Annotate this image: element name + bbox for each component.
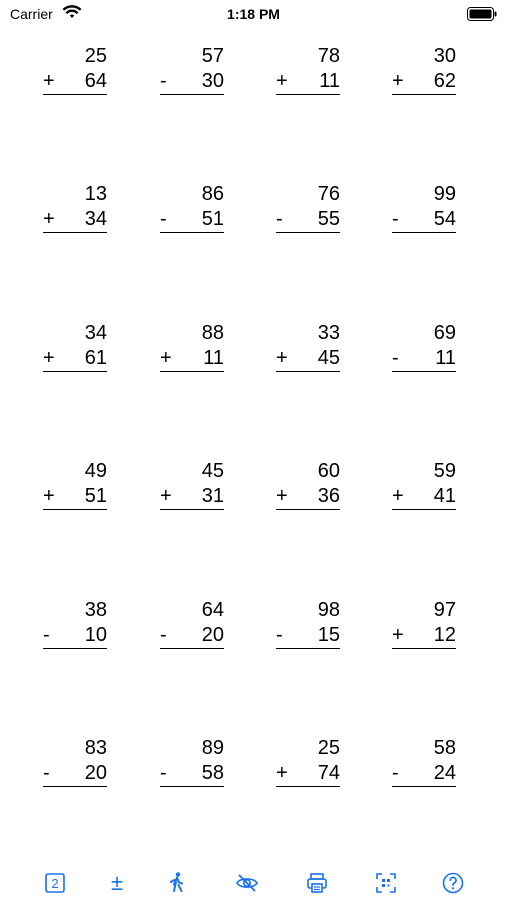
problem-bottom-number: 15 <box>317 624 340 646</box>
problem-operator: + <box>160 347 172 369</box>
problem-bottom-row <box>276 484 340 510</box>
problem-bottom-number: 20 <box>201 624 224 646</box>
math-problem <box>160 736 224 787</box>
status-time: 1:18 PM <box>227 6 280 22</box>
math-problem <box>43 736 107 787</box>
problem-bottom-row <box>43 207 107 233</box>
problem-bottom-number: 34 <box>84 208 107 230</box>
eye-slash-icon <box>235 871 259 895</box>
problem-operator: + <box>276 485 288 507</box>
problem-top-number: 76 <box>317 183 340 205</box>
math-problem <box>392 598 456 649</box>
problem-bottom-row <box>392 623 456 649</box>
problem-bottom-row <box>392 484 456 510</box>
math-problem <box>392 44 456 95</box>
problem-bottom-row <box>160 346 224 372</box>
problem-bottom-row <box>276 207 340 233</box>
problem-bottom-row <box>43 346 107 372</box>
problem-operator: + <box>43 70 55 92</box>
problem-operator: + <box>276 70 288 92</box>
problem-bottom-number: 11 <box>319 70 340 92</box>
problem-top-number: 69 <box>433 322 456 344</box>
scan-button[interactable] <box>371 868 401 898</box>
bottom-toolbar <box>0 868 507 904</box>
problem-bottom-number: 64 <box>84 70 107 92</box>
problem-bottom-number: 31 <box>201 485 224 507</box>
problem-operator: + <box>392 485 404 507</box>
problem-bottom-row <box>43 69 107 95</box>
math-problem <box>392 459 456 510</box>
problem-operator: + <box>43 347 55 369</box>
problem-bottom-number: 10 <box>84 624 107 646</box>
problem-bottom-number: 51 <box>201 208 224 230</box>
problem-bottom-row <box>392 346 456 372</box>
problem-bottom-row <box>276 623 340 649</box>
digits-button[interactable] <box>40 868 70 898</box>
math-problem <box>160 182 224 233</box>
problem-bottom-number: 30 <box>201 70 224 92</box>
battery-icon <box>467 7 497 21</box>
problem-top-number: 34 <box>84 322 107 344</box>
problem-top-number: 57 <box>201 45 224 67</box>
math-problem <box>276 321 340 372</box>
math-problem <box>276 598 340 649</box>
math-problem <box>43 598 107 649</box>
problem-bottom-row <box>160 69 224 95</box>
problem-top-number: 25 <box>317 737 340 759</box>
problem-bottom-row <box>276 69 340 95</box>
problem-top-number: 83 <box>84 737 107 759</box>
math-problem <box>276 44 340 95</box>
problem-bottom-row <box>43 484 107 510</box>
problem-top-number: 88 <box>201 322 224 344</box>
math-problem <box>43 44 107 95</box>
digits-badge-text: 2 <box>51 876 59 891</box>
qr-scan-icon <box>374 871 398 895</box>
problem-bottom-number: 51 <box>84 485 107 507</box>
problem-bottom-number: 45 <box>317 347 340 369</box>
problem-bottom-number: 41 <box>433 485 456 507</box>
math-problem <box>160 459 224 510</box>
problem-operator: - <box>160 208 167 230</box>
hide-answers-button[interactable] <box>230 868 264 898</box>
problem-bottom-row <box>160 623 224 649</box>
problem-top-number: 59 <box>433 460 456 482</box>
problem-top-number: 64 <box>201 599 224 621</box>
problem-top-number: 99 <box>433 183 456 205</box>
problem-operator: + <box>43 208 55 230</box>
problem-top-number: 25 <box>84 45 107 67</box>
problem-bottom-row <box>43 761 107 787</box>
problem-operator: - <box>392 347 399 369</box>
problem-bottom-number: 24 <box>433 762 456 784</box>
math-problem <box>392 321 456 372</box>
operation-toggle-button[interactable] <box>102 868 132 898</box>
math-problem <box>43 459 107 510</box>
problem-operator: - <box>276 208 283 230</box>
printer-icon <box>305 871 329 895</box>
carrier-label: Carrier <box>10 6 53 22</box>
problem-operator: - <box>43 624 50 646</box>
problem-top-number: 49 <box>84 460 107 482</box>
problem-bottom-number: 36 <box>317 485 340 507</box>
problem-top-number: 38 <box>84 599 107 621</box>
problem-top-number: 13 <box>84 183 107 205</box>
print-button[interactable] <box>302 868 332 898</box>
plus-minus-icon: ± <box>110 870 124 895</box>
math-problem <box>276 736 340 787</box>
question-circle-icon <box>441 871 465 895</box>
problem-operator: + <box>276 347 288 369</box>
problem-bottom-number: 61 <box>84 347 107 369</box>
problem-operator: + <box>43 485 55 507</box>
problem-operator: - <box>392 762 399 784</box>
problem-operator: + <box>160 485 172 507</box>
walking-person-icon <box>165 871 189 895</box>
problem-operator: - <box>160 70 167 92</box>
problem-bottom-number: 58 <box>201 762 224 784</box>
math-problem <box>276 459 340 510</box>
problem-bottom-row <box>276 346 340 372</box>
math-problem <box>43 182 107 233</box>
person-walking-button[interactable] <box>162 868 192 898</box>
math-problem <box>392 736 456 787</box>
problem-bottom-number: 20 <box>84 762 107 784</box>
problem-top-number: 45 <box>201 460 224 482</box>
problem-top-number: 78 <box>317 45 340 67</box>
problem-operator: - <box>276 624 283 646</box>
digits-badge-icon <box>43 871 67 895</box>
problem-operator: + <box>392 70 404 92</box>
problem-operator: - <box>392 208 399 230</box>
problem-bottom-number: 11 <box>435 347 456 369</box>
help-button[interactable] <box>438 868 468 898</box>
problem-bottom-row <box>160 207 224 233</box>
problem-operator: + <box>392 624 404 646</box>
status-bar <box>0 0 507 28</box>
math-problem <box>160 598 224 649</box>
problem-bottom-number: 55 <box>317 208 340 230</box>
problem-operator: - <box>160 762 167 784</box>
problem-bottom-number: 12 <box>433 624 456 646</box>
problem-bottom-row <box>392 761 456 787</box>
problem-top-number: 60 <box>317 460 340 482</box>
problem-top-number: 33 <box>317 322 340 344</box>
problem-bottom-row <box>392 69 456 95</box>
problem-top-number: 97 <box>433 599 456 621</box>
problem-top-number: 98 <box>317 599 340 621</box>
math-problem <box>43 321 107 372</box>
problem-bottom-number: 62 <box>433 70 456 92</box>
problem-bottom-row <box>276 761 340 787</box>
problem-top-number: 30 <box>433 45 456 67</box>
problem-bottom-number: 11 <box>203 347 224 369</box>
problem-top-number: 86 <box>201 183 224 205</box>
problem-bottom-row <box>160 484 224 510</box>
math-problem <box>160 44 224 95</box>
problem-bottom-number: 54 <box>433 208 456 230</box>
problem-bottom-row <box>392 207 456 233</box>
math-problem <box>392 182 456 233</box>
problem-operator: + <box>276 762 288 784</box>
problem-operator: - <box>160 624 167 646</box>
problem-top-number: 58 <box>433 737 456 759</box>
problem-bottom-number: 74 <box>317 762 340 784</box>
problem-bottom-row <box>43 623 107 649</box>
problem-operator: - <box>43 762 50 784</box>
math-problem <box>160 321 224 372</box>
problem-bottom-row <box>160 761 224 787</box>
math-problem <box>276 182 340 233</box>
problem-top-number: 89 <box>201 737 224 759</box>
worksheet-grid <box>0 40 507 840</box>
